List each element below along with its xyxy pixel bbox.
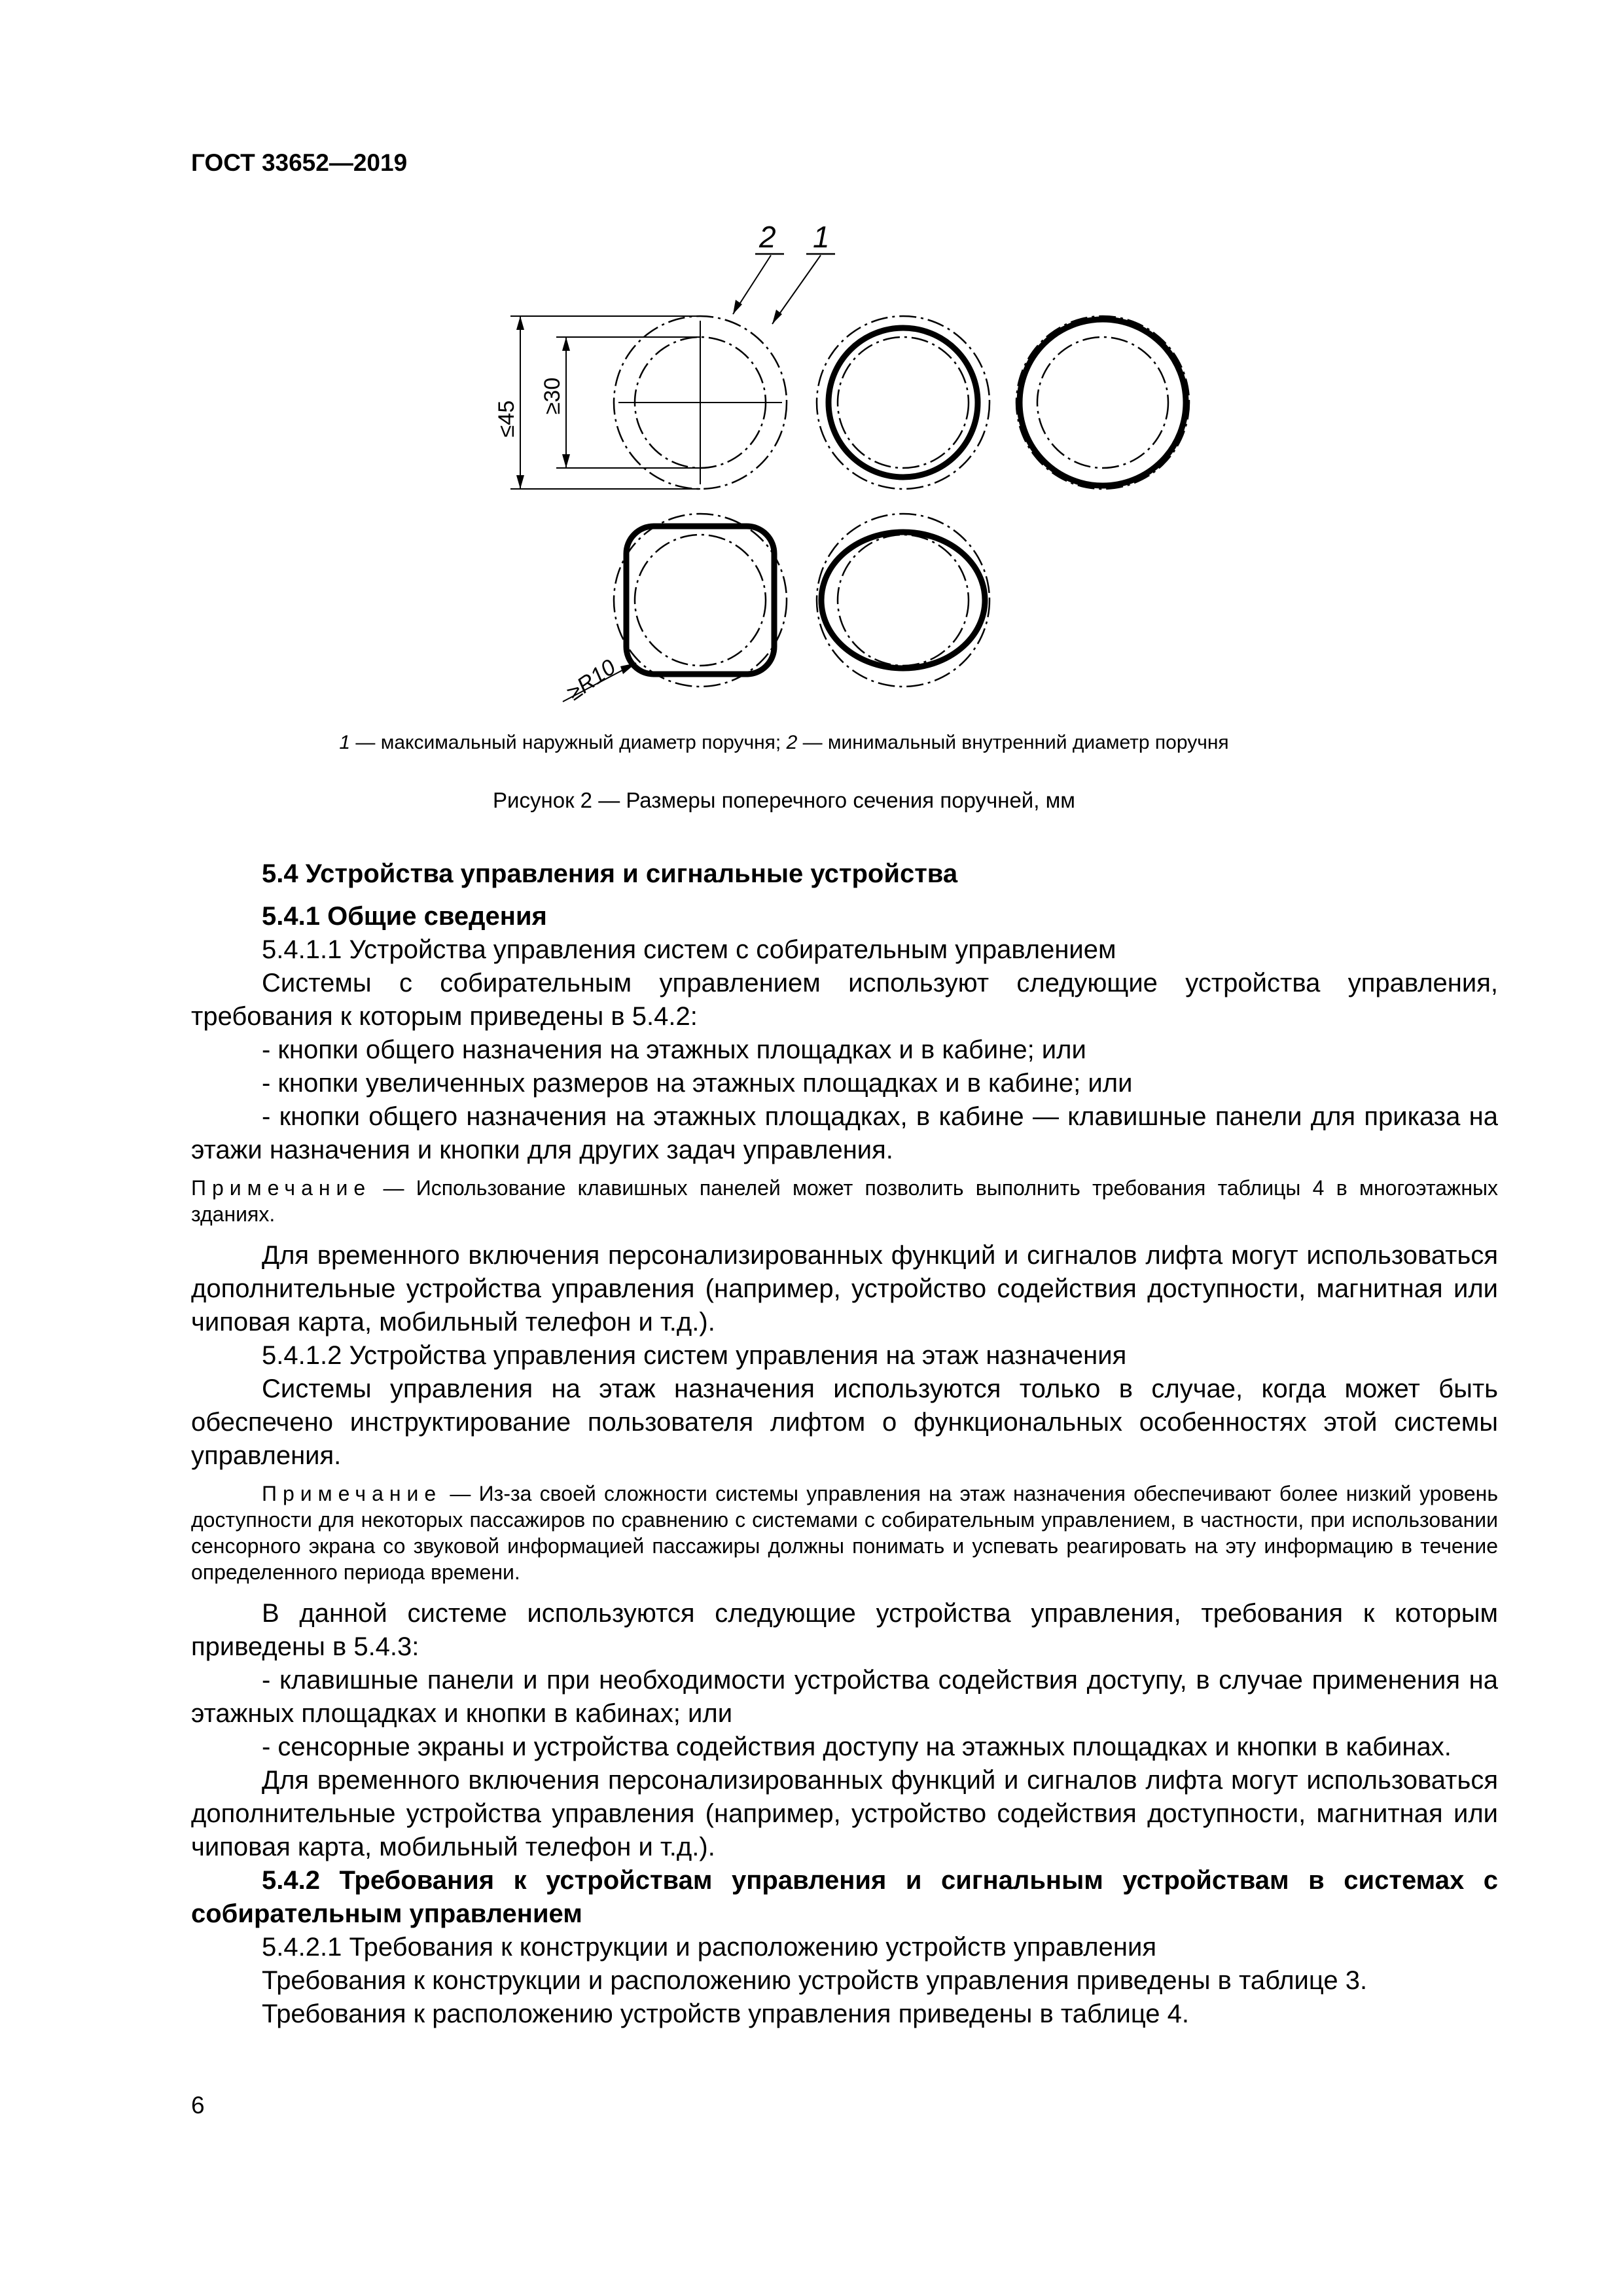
document-body: [191, 857, 1498, 2031]
list-item: - кнопки увеличенных размеров на этажных площадках и в кабине; или: [262, 1069, 1133, 1098]
legend-text-2: — минимальный внутренний диаметр поручня: [797, 732, 1229, 753]
callout-1: 1: [813, 220, 830, 254]
outer-diameter-label: ≤45: [494, 400, 519, 438]
clause-5-4-1-1: 5.4.1.1 Устройства управления систем с собирательным управлением: [262, 935, 1116, 964]
paragraph-table-3-ref: Требования к конструкции и расположению устройств управления приведены в таблице 3.: [262, 1966, 1368, 1995]
cross-section-circle-3: [1016, 316, 1189, 489]
paragraph-temporary-functions-2: Для временного включения персонализированных функций и сигналов лифта могут использоваться дополнительные устройства управления (например, устройство содействия доступности, магнитная или чиповая карта, мобильный телефон и т.д.).: [191, 1766, 1498, 1861]
callout-2: 2: [759, 220, 776, 254]
paragraph-destination-systems: Системы управления на этаж назначения используются только в случае, когда может быть обеспечено инструктирование пользователя лифтом о функциональных особенностях этой системы управления.: [191, 1374, 1498, 1470]
inner-diameter-label: ≥30: [540, 377, 565, 415]
note-2: [191, 1480, 1498, 1585]
cross-section-dimensioned: [494, 220, 835, 489]
paragraph-table-4-ref: Требования к расположению устройств управления приведены в таблице 4.: [262, 2000, 1189, 2028]
legend-text-1: — максимальный наружный диаметр поручня;: [350, 732, 787, 753]
legend-key-1: 1: [339, 732, 351, 753]
list-item: - клавишные панели и при необходимости устройства содействия доступу, в случае применения на этажных площадках и кнопки в кабинах; или: [191, 1666, 1498, 1728]
legend-key-2: 2: [786, 732, 798, 753]
section-5-4-title: 5.4 Устройства управления и сигнальные устройства: [262, 859, 958, 888]
clause-5-4-1-2: 5.4.1.2 Устройства управления систем управления на этаж назначения: [262, 1341, 1127, 1370]
document-header: ГОСТ 33652—2019: [191, 149, 408, 176]
paragraph-collective-systems: Системы с собирательным управлением используют следующие устройства управления, требования к которым приведены в 5.4.2:: [191, 969, 1498, 1031]
paragraph-destination-devices: В данной системе используются следующие устройства управления, требования к которым приведены в 5.4.3:: [191, 1599, 1498, 1661]
note-label: Примечание: [191, 1176, 372, 1200]
paragraph-temporary-functions: Для временного включения персонализированных функций и сигналов лифта могут использоваться дополнительные устройства управления (например, устройство содействия доступности, магнитная или чиповая карта, мобильный телефон и т.д.).: [191, 1241, 1498, 1336]
section-5-4-1-title: 5.4.1 Общие сведения: [262, 902, 547, 931]
note-label: Примечание: [262, 1482, 442, 1505]
list-item: - сенсорные экраны и устройства содействия доступу на этажных площадках и кнопки в кабинах.: [262, 1732, 1452, 1761]
list-item: - кнопки общего назначения на этажных площадках, в кабине — клавишные панели для приказа на этажи назначения и кнопки для других задач управления.: [191, 1102, 1498, 1164]
min-radius-label: ≥R10: [562, 655, 620, 706]
note-1-text: — Использование клавишных панелей может позволить выполнить требования таблицы 4 в многоэтажных зданиях.: [191, 1176, 1498, 1226]
page-number: 6: [191, 2092, 205, 2119]
figure-caption: Рисунок 2 — Размеры поперечного сечения поручней, мм: [493, 788, 1075, 812]
note-2-text: — Из-за своей сложности системы управления на этаж назначения обеспечивают более низкий уровень доступности для некоторых пассажиров по сравнению с системами с собирательным управлением, в частности, при использовании сенсорного экрана со звуковой информацией пассажиры должны понимать и успевать реагировать на эту информацию в течение определенного периода времени.: [191, 1482, 1498, 1584]
section-5-4-2-title: 5.4.2 Требования к устройствам управления и сигнальным устройствам в системах с собирательным управлением: [191, 1866, 1498, 1928]
clause-5-4-2-1: 5.4.2.1 Требования к конструкции и расположению устройств управления: [262, 1933, 1156, 1962]
list-item: - кнопки общего назначения на этажных площадках и в кабине; или: [262, 1035, 1086, 1064]
note-1: [191, 1175, 1498, 1227]
cross-section-ellipse: [817, 514, 990, 687]
cross-section-circle-2: [817, 316, 990, 489]
handrail-cross-section-figure: [471, 216, 1257, 740]
figure-legend: [191, 732, 1377, 754]
cross-section-rounded-square: [563, 514, 787, 706]
